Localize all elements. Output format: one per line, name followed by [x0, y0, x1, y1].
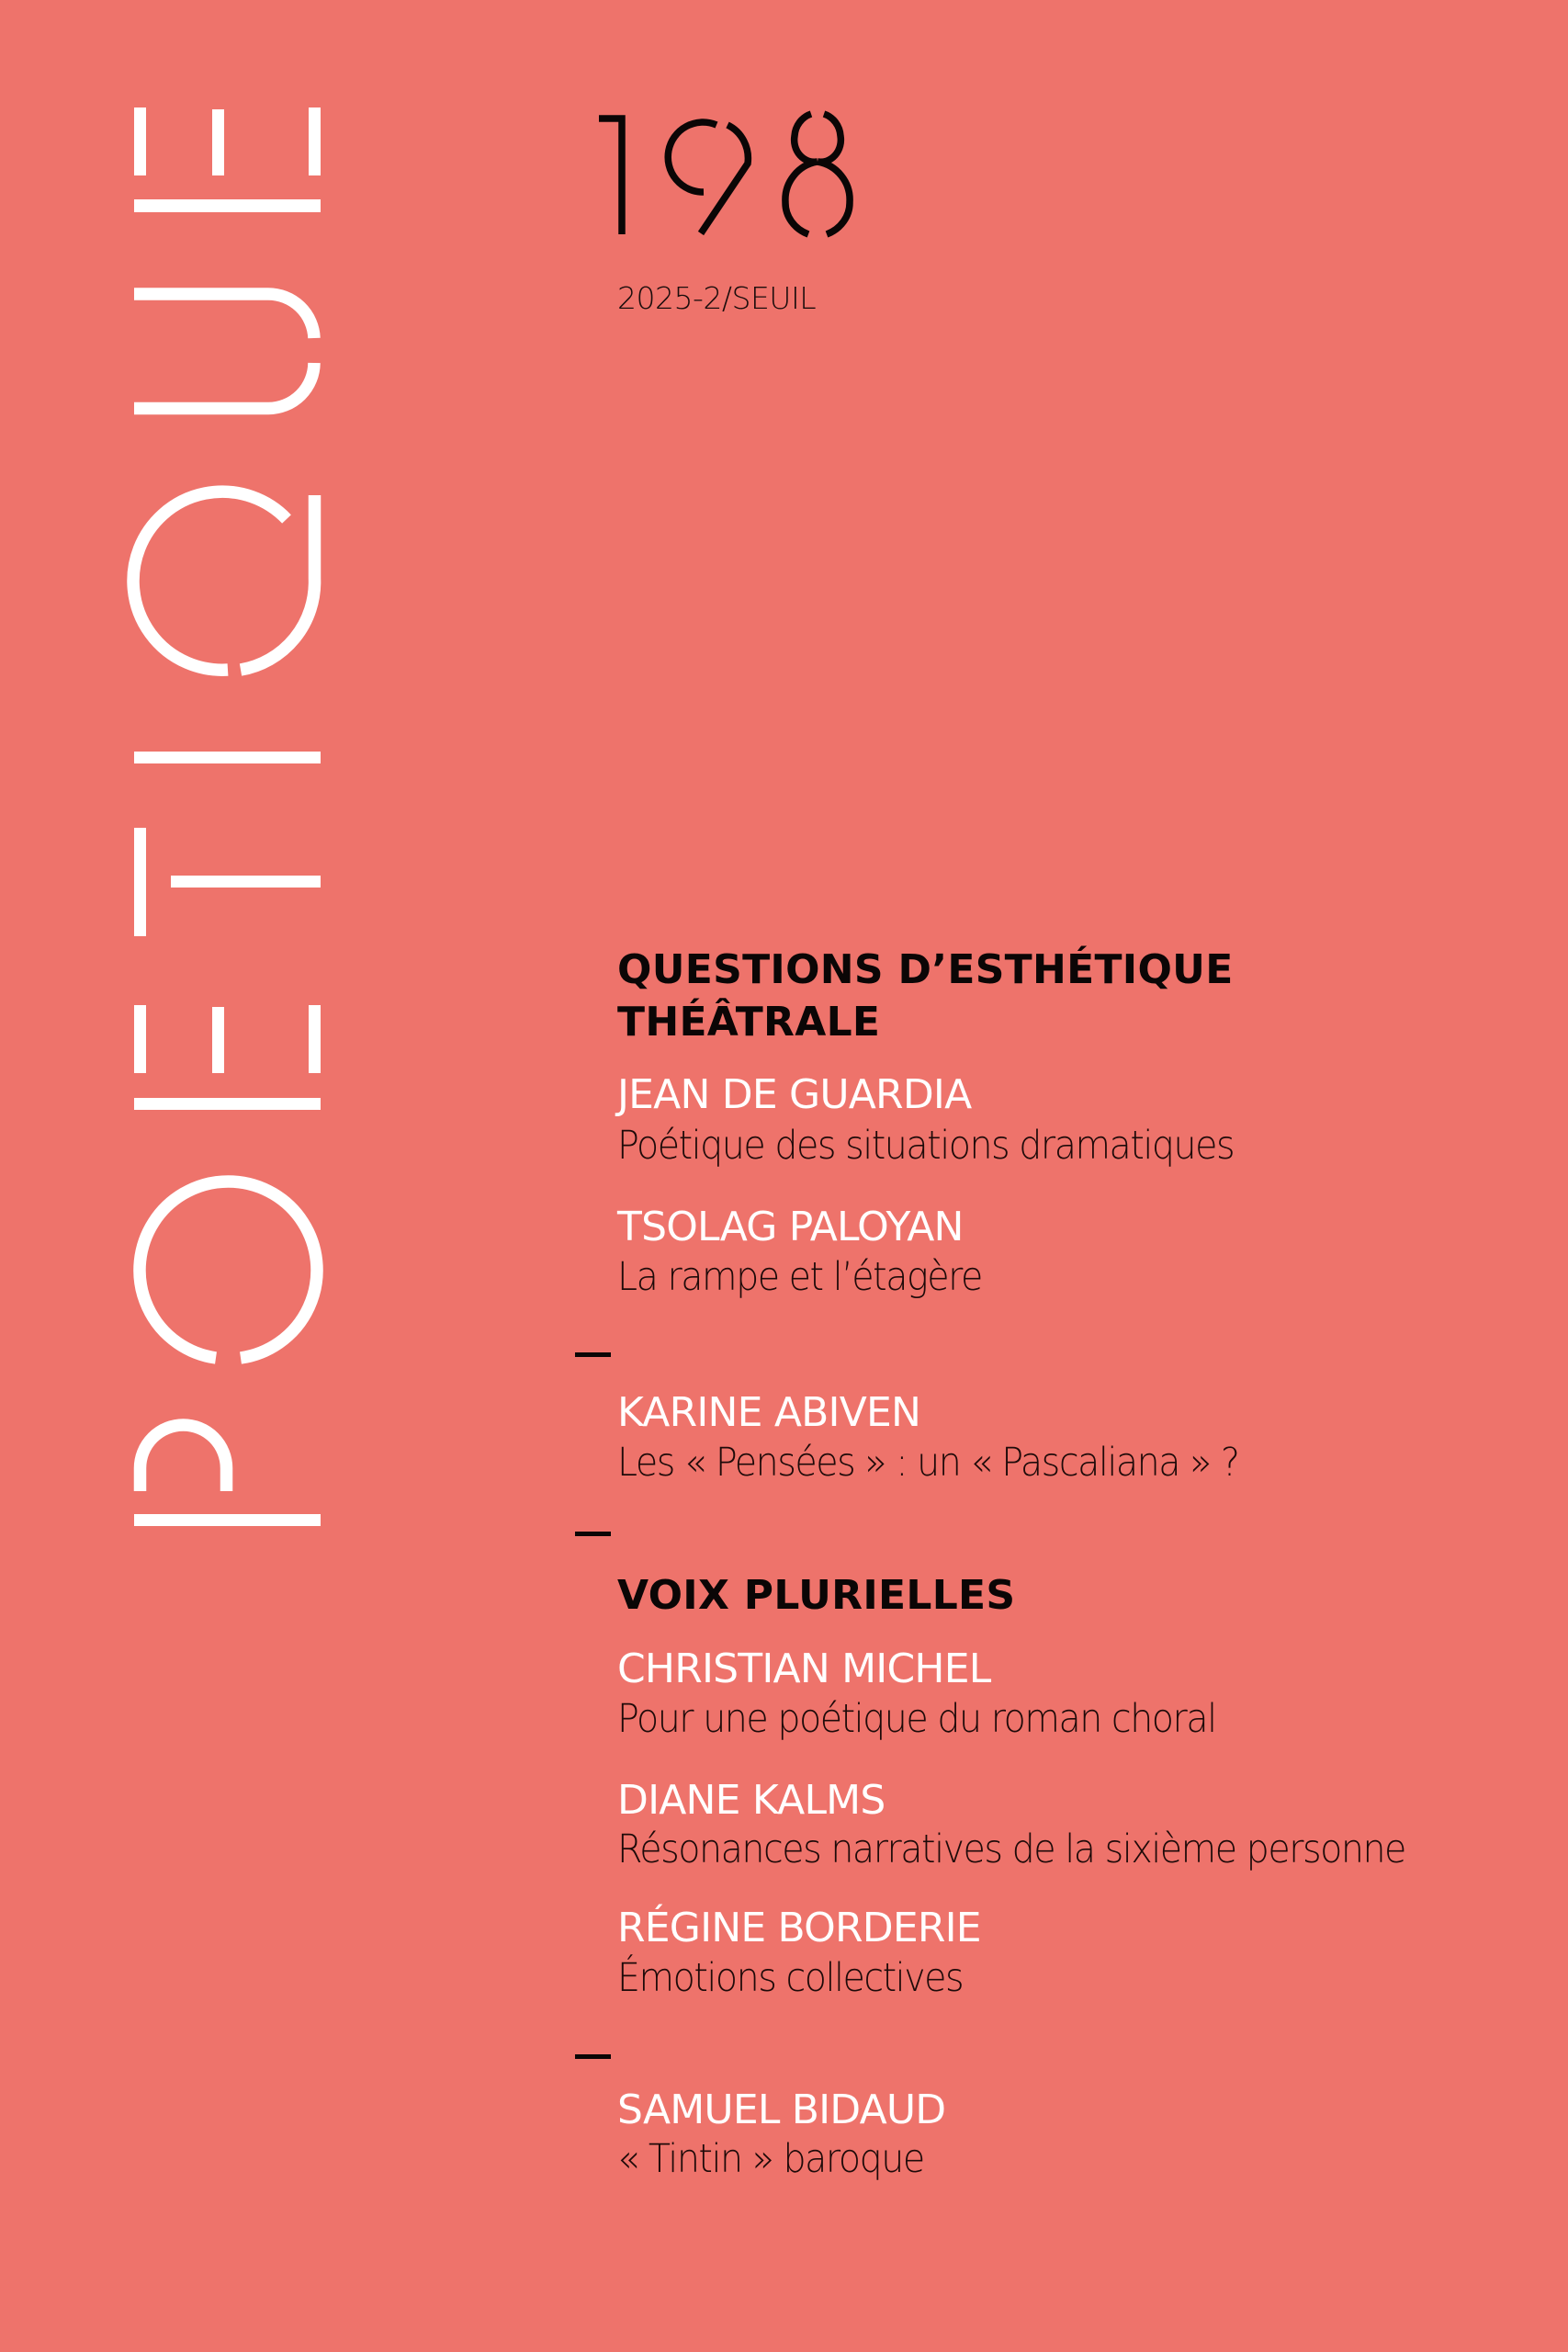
separator-dash [575, 2054, 611, 2059]
article-title: Poétique des situations dramatiques [617, 1123, 1235, 1169]
separator-dash [575, 1352, 611, 1357]
section-heading-line: THÉÂTRALE [617, 999, 881, 1046]
section-heading-line: VOIX PLURIELLES [617, 1572, 1016, 1619]
article-author: KARINE ABIVEN [617, 1389, 921, 1436]
article-author: DIANE KALMS [617, 1777, 886, 1824]
article-title: Résonances narratives de la sixième personne [617, 1826, 1405, 1872]
section-heading-line: QUESTIONS D’ESTHÉTIQUE [617, 946, 1234, 993]
article-title: Émotions collectives [617, 1955, 964, 2001]
article-title: « Tintin » baroque [617, 2136, 924, 2182]
article-title: Les « Pensées » : un « Pascaliana » ? [617, 1440, 1239, 1486]
article-author: RÉGINE BORDERIE [617, 1905, 981, 1951]
article-author: CHRISTIAN MICHEL [617, 1645, 991, 1692]
article-author: SAMUEL BIDAUD [617, 2086, 946, 2133]
issue-meta: 2025-2/SEUIL [617, 280, 817, 316]
article-author: TSOLAG PALOYAN [617, 1204, 964, 1250]
article-author: JEAN DE GUARDIA [617, 1071, 972, 1118]
separator-dash [575, 1532, 611, 1536]
article-title: Pour une poétique du roman choral [617, 1696, 1216, 1742]
article-title: La rampe et l’étagère [617, 1254, 982, 1300]
